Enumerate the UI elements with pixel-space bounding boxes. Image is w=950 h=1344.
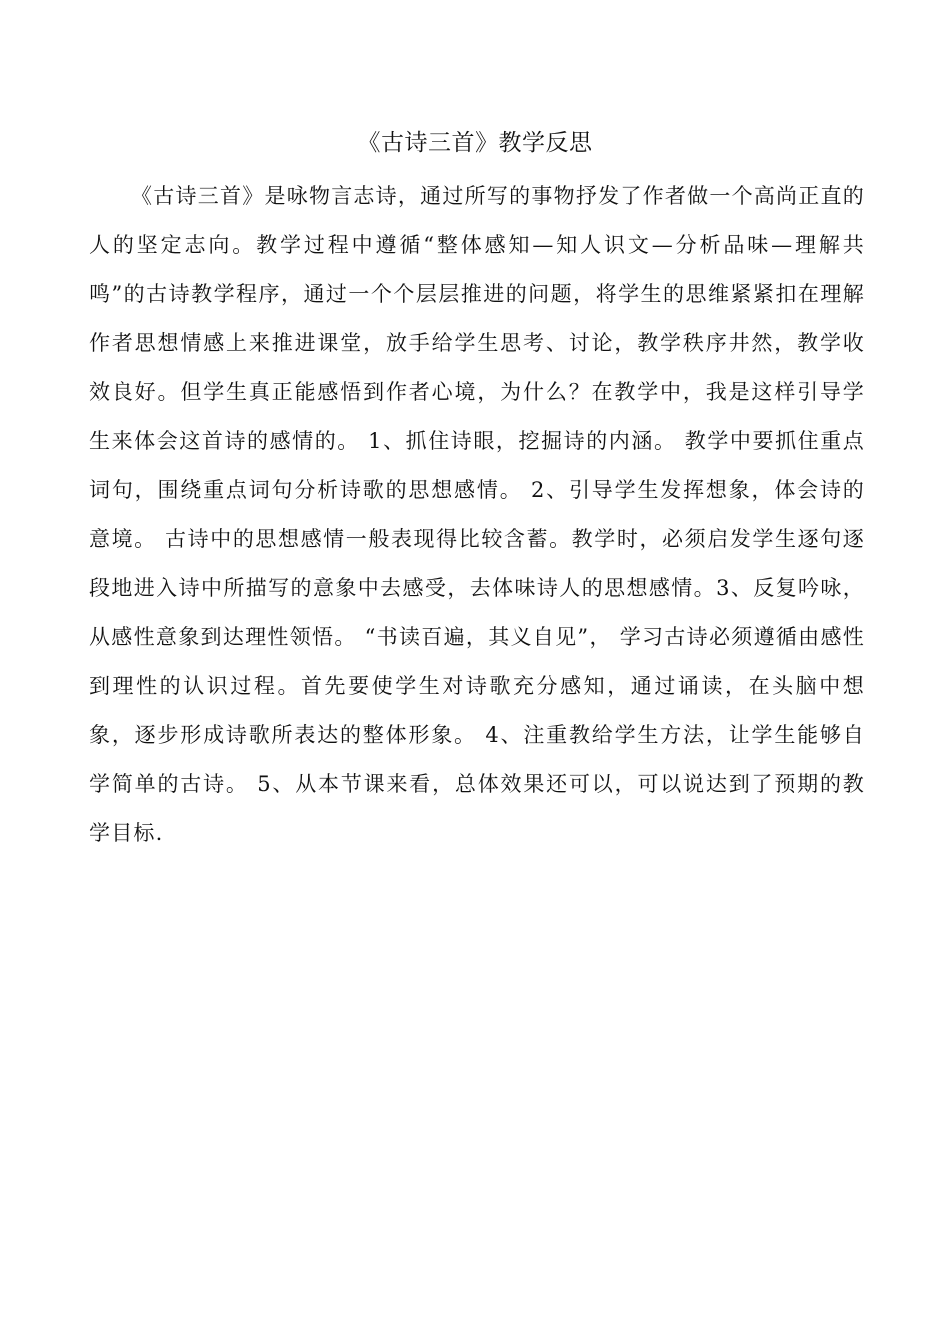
document-title: 《古诗三首》教学反思 — [357, 130, 593, 156]
document-body-paragraph: 《古诗三首》是咏物言志诗，通过所写的事物抒发了作者做一个高尚正直的人的坚定志向。教学过程中遵循“整体感知—知人识文—分析品味—理解共鸣”的古诗教学程序，通过一个个层层推进的问题，将学生的思维紧紧扣在理解作者思想情感上来推进课堂，放手给学生思考、讨论，教学秩序井然，教学收效良好。但学生真正能感悟到作者心境，为什么？在教学中，我是这样引导学生来体会这首诗的感情的。 1、抓住诗眼，挖掘诗的内涵。 教学中要抓住重点词句，围绕重点词句分析诗歌的思想感情。 2、引导学生发挥想象，体会诗的意境。 古诗中的思想感情一般表现得比较含蓄。教学时，必须启发学生逐句逐段地进入诗中所描写的意象中去感受，去体味诗人的思想感情。3、反复吟咏，从感性意象到达理性领悟。 “书读百遍，其义自见”， 学习古诗必须遵循由感性到理性的认识过程。首先要使学生对诗歌充分感知，通过诵读，在头脑中想象，逐步形成诗歌所表达的整体形象。 4、注重教给学生方法，让学生能够自学简单的古诗。 5、从本节课来看，总体效果还可以，可以说达到了预期的教学目标. — [89, 184, 865, 845]
